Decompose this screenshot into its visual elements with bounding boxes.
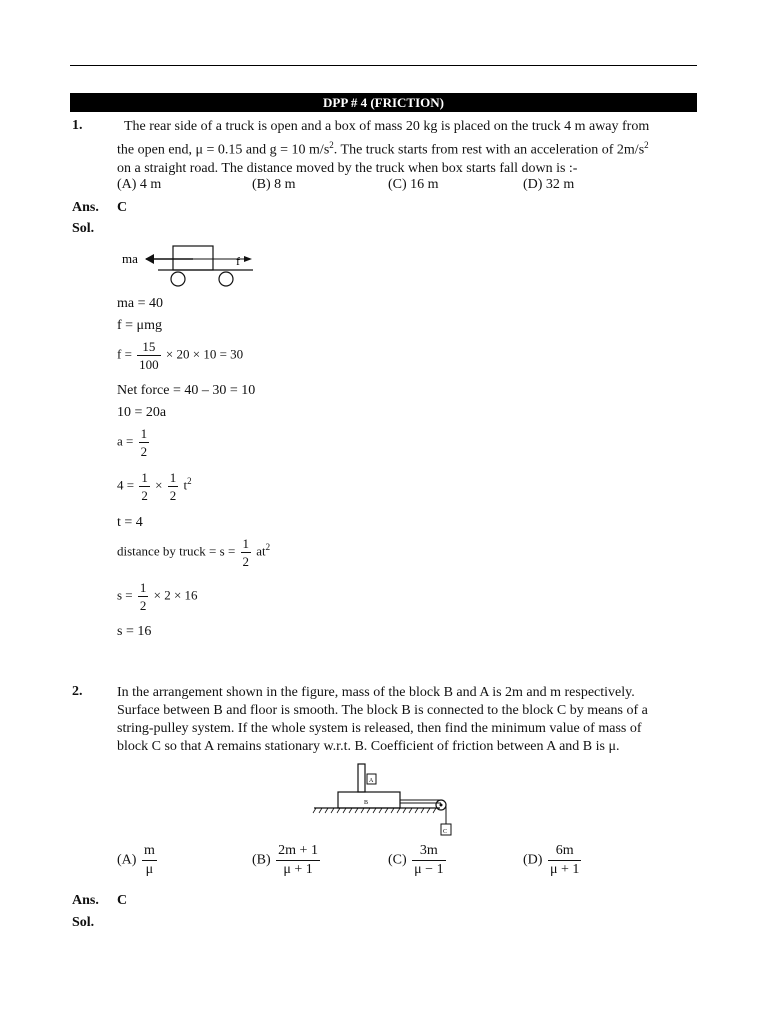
block-b-label: B bbox=[364, 800, 369, 806]
option-b: (B) 8 m bbox=[252, 177, 296, 192]
block-a-label: A bbox=[369, 778, 374, 784]
section-title: DPP # 4 (FRICTION) bbox=[70, 93, 697, 112]
question-line: In the arrangement shown in the figure, mass of the block B and A is 2m and m respectively. bbox=[117, 685, 635, 700]
question-text bbox=[117, 118, 697, 178]
question-line: Surface between B and floor is smooth. The block B is connected to the block C by means of a bbox=[117, 703, 648, 718]
sol-line: s = $\frac{1}{2}$ × 2 × 16 bbox=[117, 580, 198, 613]
option-b: (B) $\frac{2m + 1}{\mu + 1}$ bbox=[252, 843, 318, 877]
answer-value: C bbox=[117, 893, 128, 908]
question-line: on a straight road. The distance moved by the truck when box starts fall down is :- bbox=[117, 160, 578, 176]
sol-line: f = μmg bbox=[117, 318, 162, 333]
question-line: the open end, μ = 0.15 and g = 10 $m/s^2$. The truck starts from rest with an acceleration of $2m/s^2$ bbox=[117, 140, 649, 158]
option-c: (C) 16 m bbox=[388, 177, 439, 192]
sol-line: 4 = $\frac{1}{2}$ × $\frac{1}{2}$ $t^2$ bbox=[117, 470, 192, 503]
sol-line: ma = 40 bbox=[117, 296, 163, 311]
sol-line: 10 = 20a bbox=[117, 405, 167, 420]
sol-line: f = $\frac{15}{100}$ × 20 × 10 = 30 bbox=[117, 339, 244, 372]
question-number: 1. bbox=[72, 118, 83, 133]
answer-value: C bbox=[117, 200, 128, 215]
question-text bbox=[117, 684, 697, 756]
option-c: (C) $\frac{3m}{\mu - 1}$ bbox=[388, 843, 444, 877]
question-line: The rear side of a truck is open and a box of mass 20 kg is placed on the truck 4 m away from bbox=[124, 119, 650, 134]
block-c-label: C bbox=[443, 829, 448, 835]
option-d: (D) 32 m bbox=[523, 177, 575, 192]
solution-label: Sol. bbox=[72, 221, 95, 236]
sol-line: Net force = 40 – 30 = 10 bbox=[117, 383, 256, 398]
option-d: (D) $\frac{6m}{\mu + 1}$ bbox=[523, 843, 580, 877]
sol-line: distance by truck = s = $\frac{1}{2}$ $at^2$ bbox=[117, 536, 271, 569]
sol-line: t = 4 bbox=[117, 515, 143, 530]
truck-figure bbox=[118, 240, 258, 292]
pulley-figure bbox=[310, 758, 460, 840]
answer-label: Ans. bbox=[72, 200, 99, 215]
option-a: (A) 4 m bbox=[117, 177, 162, 192]
question-line: string-pulley system. If the whole system is released, then find the minimum value of mass of bbox=[117, 721, 642, 736]
option-a: (A) $\frac{m}{\mu}$ bbox=[117, 843, 155, 877]
ma-label: ma bbox=[122, 251, 138, 266]
solution-label: Sol. bbox=[72, 915, 95, 930]
sol-line: a = $\frac{1}{2}$ bbox=[117, 426, 148, 459]
answer-label: Ans. bbox=[72, 893, 99, 908]
top-rule bbox=[70, 65, 697, 66]
question-line: block C so that A remains stationary w.r.t. B. Coefficient of friction between A and B is μ. bbox=[117, 739, 620, 754]
sol-line: s = 16 bbox=[117, 624, 152, 639]
question-number: 2. bbox=[72, 684, 83, 699]
f-label: f bbox=[236, 254, 240, 268]
